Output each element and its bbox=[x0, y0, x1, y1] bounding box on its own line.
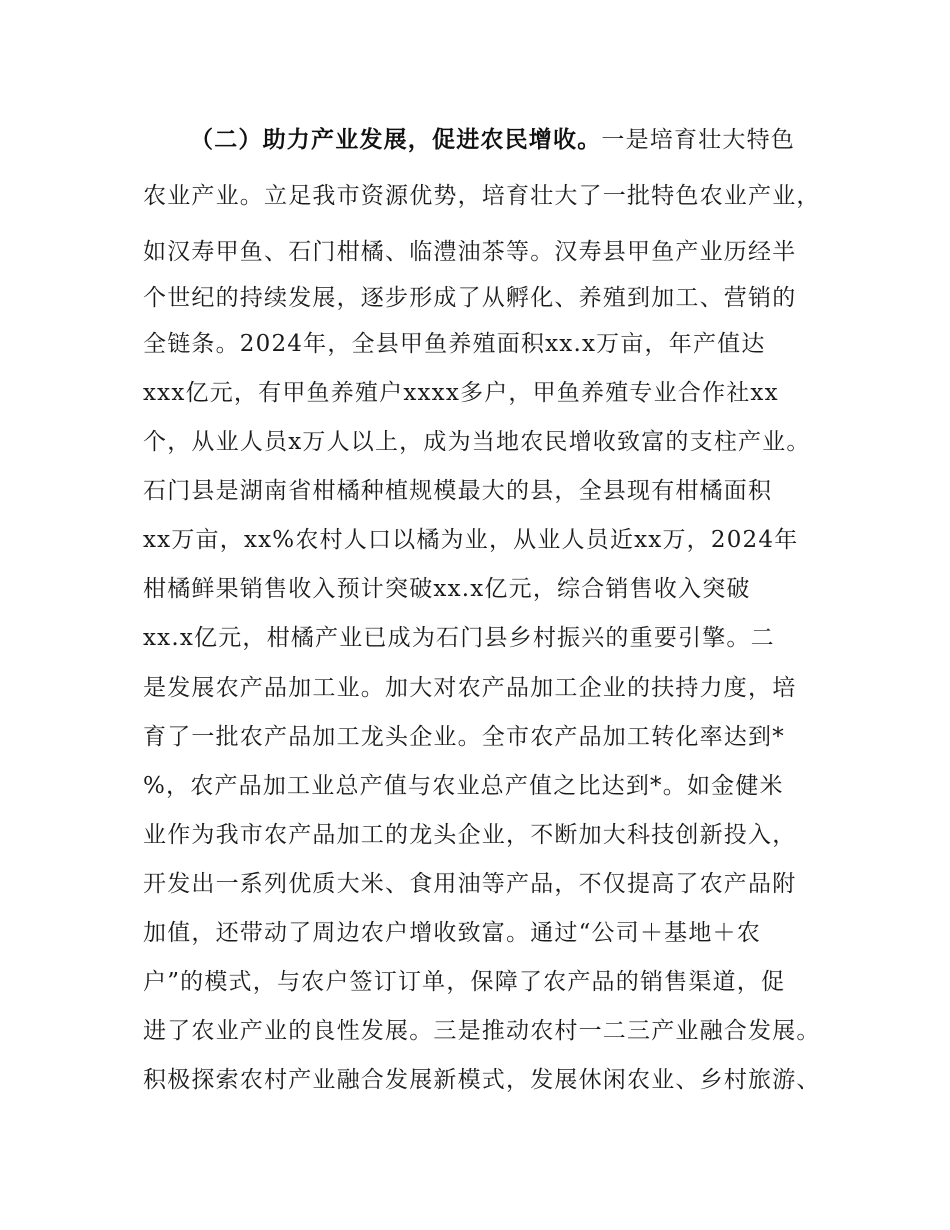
text-line: 全链条。2024年，全县甲鱼养殖面积xx.x万亩，年产值达 bbox=[143, 331, 766, 357]
text-line: 如汉寿甲鱼、石门柑橘、临澧油茶等。汉寿县甲鱼产业历经半 bbox=[143, 239, 797, 265]
text-line: xxx亿元，有甲鱼养殖户xxxx多户，甲鱼养殖专业合作社xx bbox=[143, 380, 779, 406]
text-line: 个世纪的持续发展，逐步形成了从孵化、养殖到加工、营销的 bbox=[143, 285, 797, 311]
text-line bbox=[190, 125, 795, 155]
text-line: 个，从业人员x万人以上，成为当地农民增收致富的支柱产业。 bbox=[143, 429, 811, 455]
text-line: xx万亩，xx%农村人口以橘为业，从业人员近xx万，2024年 bbox=[143, 527, 799, 553]
text-line: %，农产品加工业总产值与农业总产值之比达到*。如金健米 bbox=[143, 773, 784, 799]
text-line: 业作为我市农产品加工的龙头企业，不断加大科技创新投入， bbox=[143, 822, 797, 848]
text-line: 石门县是湖南省柑橘种植规模最大的县，全县现有柑橘面积 bbox=[143, 478, 773, 504]
section-heading: （二）助力产业发展，促进农民增收。 bbox=[190, 127, 602, 153]
text-line: 开发出一系列优质大米、食用油等产品，不仅提高了农产品附 bbox=[143, 871, 797, 897]
text-line: 加值，还带动了周边农户增收致富。通过“公司＋基地＋农 bbox=[143, 920, 761, 946]
text-line: 户”的模式，与农户签订订单，保障了农产品的销售渠道，促 bbox=[143, 969, 786, 995]
text-line: 进了农业产业的良性发展。三是推动农村一二三产业融合发展。 bbox=[143, 1018, 821, 1044]
text-line: 柑橘鲜果销售收入预计突破xx.x亿元，综合销售收入突破 bbox=[143, 576, 751, 602]
text-line: 育了一批农产品加工龙头企业。全市农产品加工转化率达到* bbox=[143, 724, 785, 750]
text-line: xx.x亿元，柑橘产业已成为石门县乡村振兴的重要引擎。二 bbox=[143, 625, 775, 651]
text-run: 一是培育壮大特色 bbox=[601, 127, 796, 153]
text-line: 农业产业。立足我市资源优势，培育壮大了一批特色农业产业， bbox=[143, 183, 821, 209]
text-line: 积极探索农村产业融合发展新模式，发展休闲农业、乡村旅游、 bbox=[143, 1067, 821, 1093]
text-line: 是发展农产品加工业。加大对农产品加工企业的扶持力度，培 bbox=[143, 675, 797, 701]
